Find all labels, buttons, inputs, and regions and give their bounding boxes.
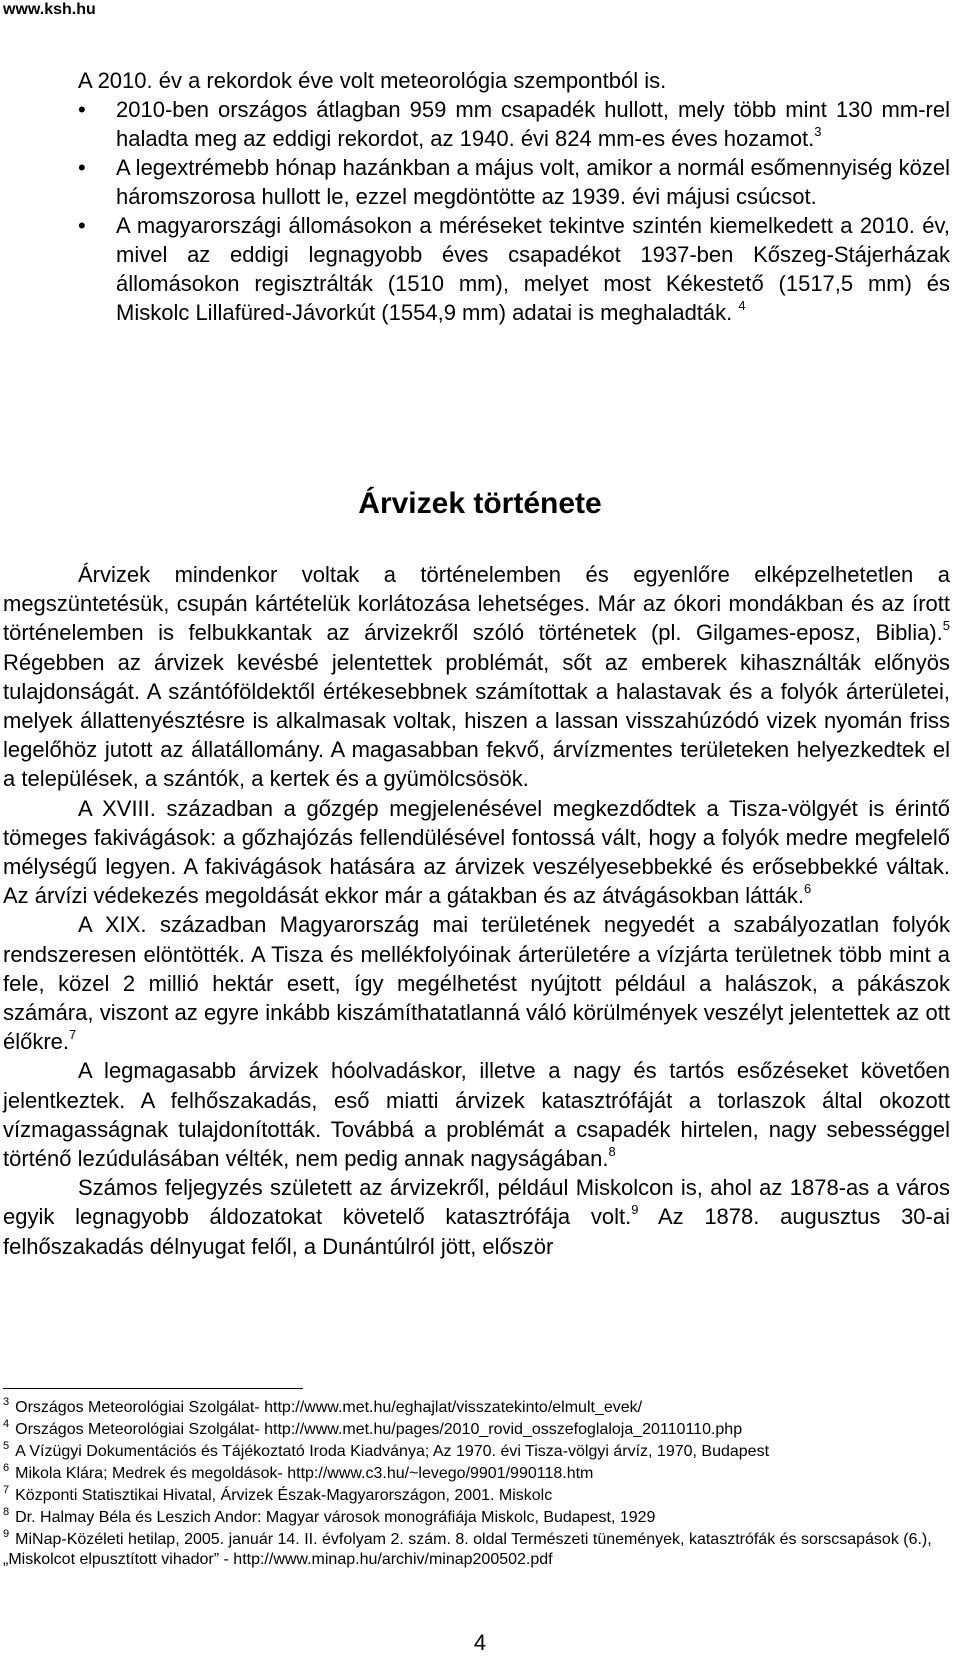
footnote [3,1420,950,1440]
footnote [3,1530,950,1570]
footnote [3,1442,950,1462]
paragraph-text: A XIX. században Magyarország mai területének negyedét a szabályozatlan folyók rendszeresen elöntötték. A Tisza és mellékfolyóinak árterületére a vízjárta területnek több mint a fele, közel 2 millió hektár esett, így megélhetést nyújtott például a halászok, a pákászok számára, viszont az egyre inkább kiszámíthatatlanná váló körülmények veszélyt jelentettek az ott élőkre. [3,912,950,1055]
bullet-text: A legextrémebb hónap hazánkban a május volt, amikor a normál esőmennyiség közel háromszorosa hullott le, ezzel megdöntötte az 1939. évi májusi csúcsot. [116,155,950,209]
section-heading: Árvizek története [358,487,602,520]
footnote-number: 3 [3,1396,10,1408]
footnote-ref: 9 [631,1202,639,1218]
paragraph [3,1056,950,1173]
site-url: www.ksh.hu [3,1,96,18]
footnote-text: Dr. Halmay Béla és Leszich Andor: Magyar városok monográfiája Miskolc, Budapest, 1929 [15,1509,656,1526]
footnote-separator [3,1388,303,1389]
footnote-number: 5 [3,1440,10,1452]
footnote-text: Mikola Klára; Medrek és megoldások- http://www.c3.hu/~levego/9901/990118.htm [15,1465,594,1482]
footnote [3,1508,950,1528]
paragraph-text: A legmagasabb árvizek hóolvadáskor, illetve a nagy és tartós esőzéseket követően jelentkeztek. A felhőszakadás, eső miatti árvizek katasztrófáját a torlaszok által okozott vízmagasságnak tulajdonították. Továbbá a problémát a csapadék hirtelen, nagy sebességgel történő lezúdulásában vélték, nem pedig annak nagyságában. [3,1058,950,1172]
footnote-text: Országos Meteorológiai Szolgálat- http://www.met.hu/eghajlat/visszatekinto/elmult_evek/ [15,1399,643,1416]
footnote-text: Országos Meteorológiai Szolgálat- http://www.met.hu/pages/2010_rovid_osszefoglaloja_20110110.php [15,1421,743,1438]
footnote-number: 7 [3,1484,10,1496]
footnote-ref: 6 [804,881,812,897]
record-bullet-list [116,95,950,327]
intro-sentence: A 2010. év a rekordok éve volt meteorológia szempontból is. [78,68,667,93]
footnote-number: 8 [3,1506,10,1518]
paragraph [3,910,950,1056]
footnote-list [3,1398,950,1572]
footnote [3,1486,950,1506]
paragraph-text: A XVIII. században a gőzgép megjelenésével megkezdődtek a Tisza-völgyét is érintő tömeges fakivágások: a gőzhajózás fellendülésével fontossá vált, hogy a folyók medre megfelelő mélységű legyen. A fakivágások hatására az árvizek veszélyesebbekké és erősebbekké váltak. Az árvízi védekezés megoldását ekkor már a gátakban és az átvágásokban látták. [3,795,950,909]
footnote-number: 6 [3,1462,10,1474]
footnote-text: MiNap-Közéleti hetilap, 2005. január 14. II. évfolyam 2. szám. 8. oldal Természeti tünemények, katasztrófák és sorscsapások (6.), „Miskolcot elpusztított vihador” - http://www.minap.hu/archiv/minap200502.pdf [3,1531,932,1568]
bullet-item [116,211,950,327]
footnote-text: Központi Statisztikai Hivatal, Árvizek Észak-Magyarországon, 2001. Miskolc [15,1487,553,1504]
footnote-ref: 7 [69,1027,77,1043]
footnote-ref: 5 [942,618,950,634]
paragraph [3,1173,950,1261]
footnote-ref: 3 [814,124,822,139]
footnote-number: 4 [3,1418,10,1430]
paragraph-text: Árvizek mindenkor voltak a történelemben és egyenlőre elképzelhetetlen a megszüntetésük, csupán kártételük korlátozása lehetséges. Már az ókori mondákban és az írott történelemben is felbukkantak az árvizekről szóló történetek (pl. Gilgames-eposz, Biblia). [3,562,950,646]
footnote [3,1464,950,1484]
paragraph-text: Régebben az árvizek kevésbé jelentettek problémát, sőt az emberek kihasználták előnyös tulajdonságát. A szántóföldektől értékesebbnek számítottak a halastavak és a folyók árterületei, melyek állattenyésztésre is alkalmasak voltak, hiszen a lassan visszahúzódó vizek nyomán friss legelőhöz jutott az állatállomány. A magasabban fekvő, árvízmentes területeken helyezkedtek el a települések, a szántók, a kertek és a gyümölcsösök. [3,649,950,792]
footnote-text: A Vízügyi Dokumentációs és Tájékoztató Iroda Kiadványa; Az 1970. évi Tisza-völgyi árvíz, 1970, Budapest [15,1443,770,1460]
paragraph [3,560,950,794]
footnote-ref: 8 [608,1144,616,1160]
bullet-text: A magyarországi állomásokon a méréseket tekintve szintén kiemelkedett a 2010. év, mivel az eddigi legnagyobb éves csapadékot 1937-ben Kőszeg-Stájerházak állomásokon regisztrálták (1510 mm), melyet most Kékestető (1517,5 mm) és Miskolc Lillafüred-Jávorkút (1554,9 mm) adatai is meghaladták. [116,213,950,325]
bullet-item [116,153,950,211]
paragraph-text: Az 1878. augusztus 30-ai felhőszakadás délnyugat felől, a Dunántúlról jött, először [3,1204,950,1259]
footnote-ref: 4 [738,298,746,313]
bullet-item [116,95,950,153]
bullet-text: 2010-ben országos átlagban 959 mm csapadék hullott, mely több mint 130 mm-rel haladta meg az eddigi rekordot, az 1940. évi 824 mm-es éves hozamot. [116,97,950,151]
footnote-number: 9 [3,1528,10,1540]
footnote [3,1398,950,1418]
page-number: 4 [473,1630,487,1655]
paragraph [3,794,950,911]
section-body [3,560,950,1261]
paragraph-text: Számos feljegyzés született az árvizekről, például Miskolcon is, ahol az 1878-as a város egyik legnagyobb áldozatokat követelő katasztrófája volt. [3,1175,950,1230]
